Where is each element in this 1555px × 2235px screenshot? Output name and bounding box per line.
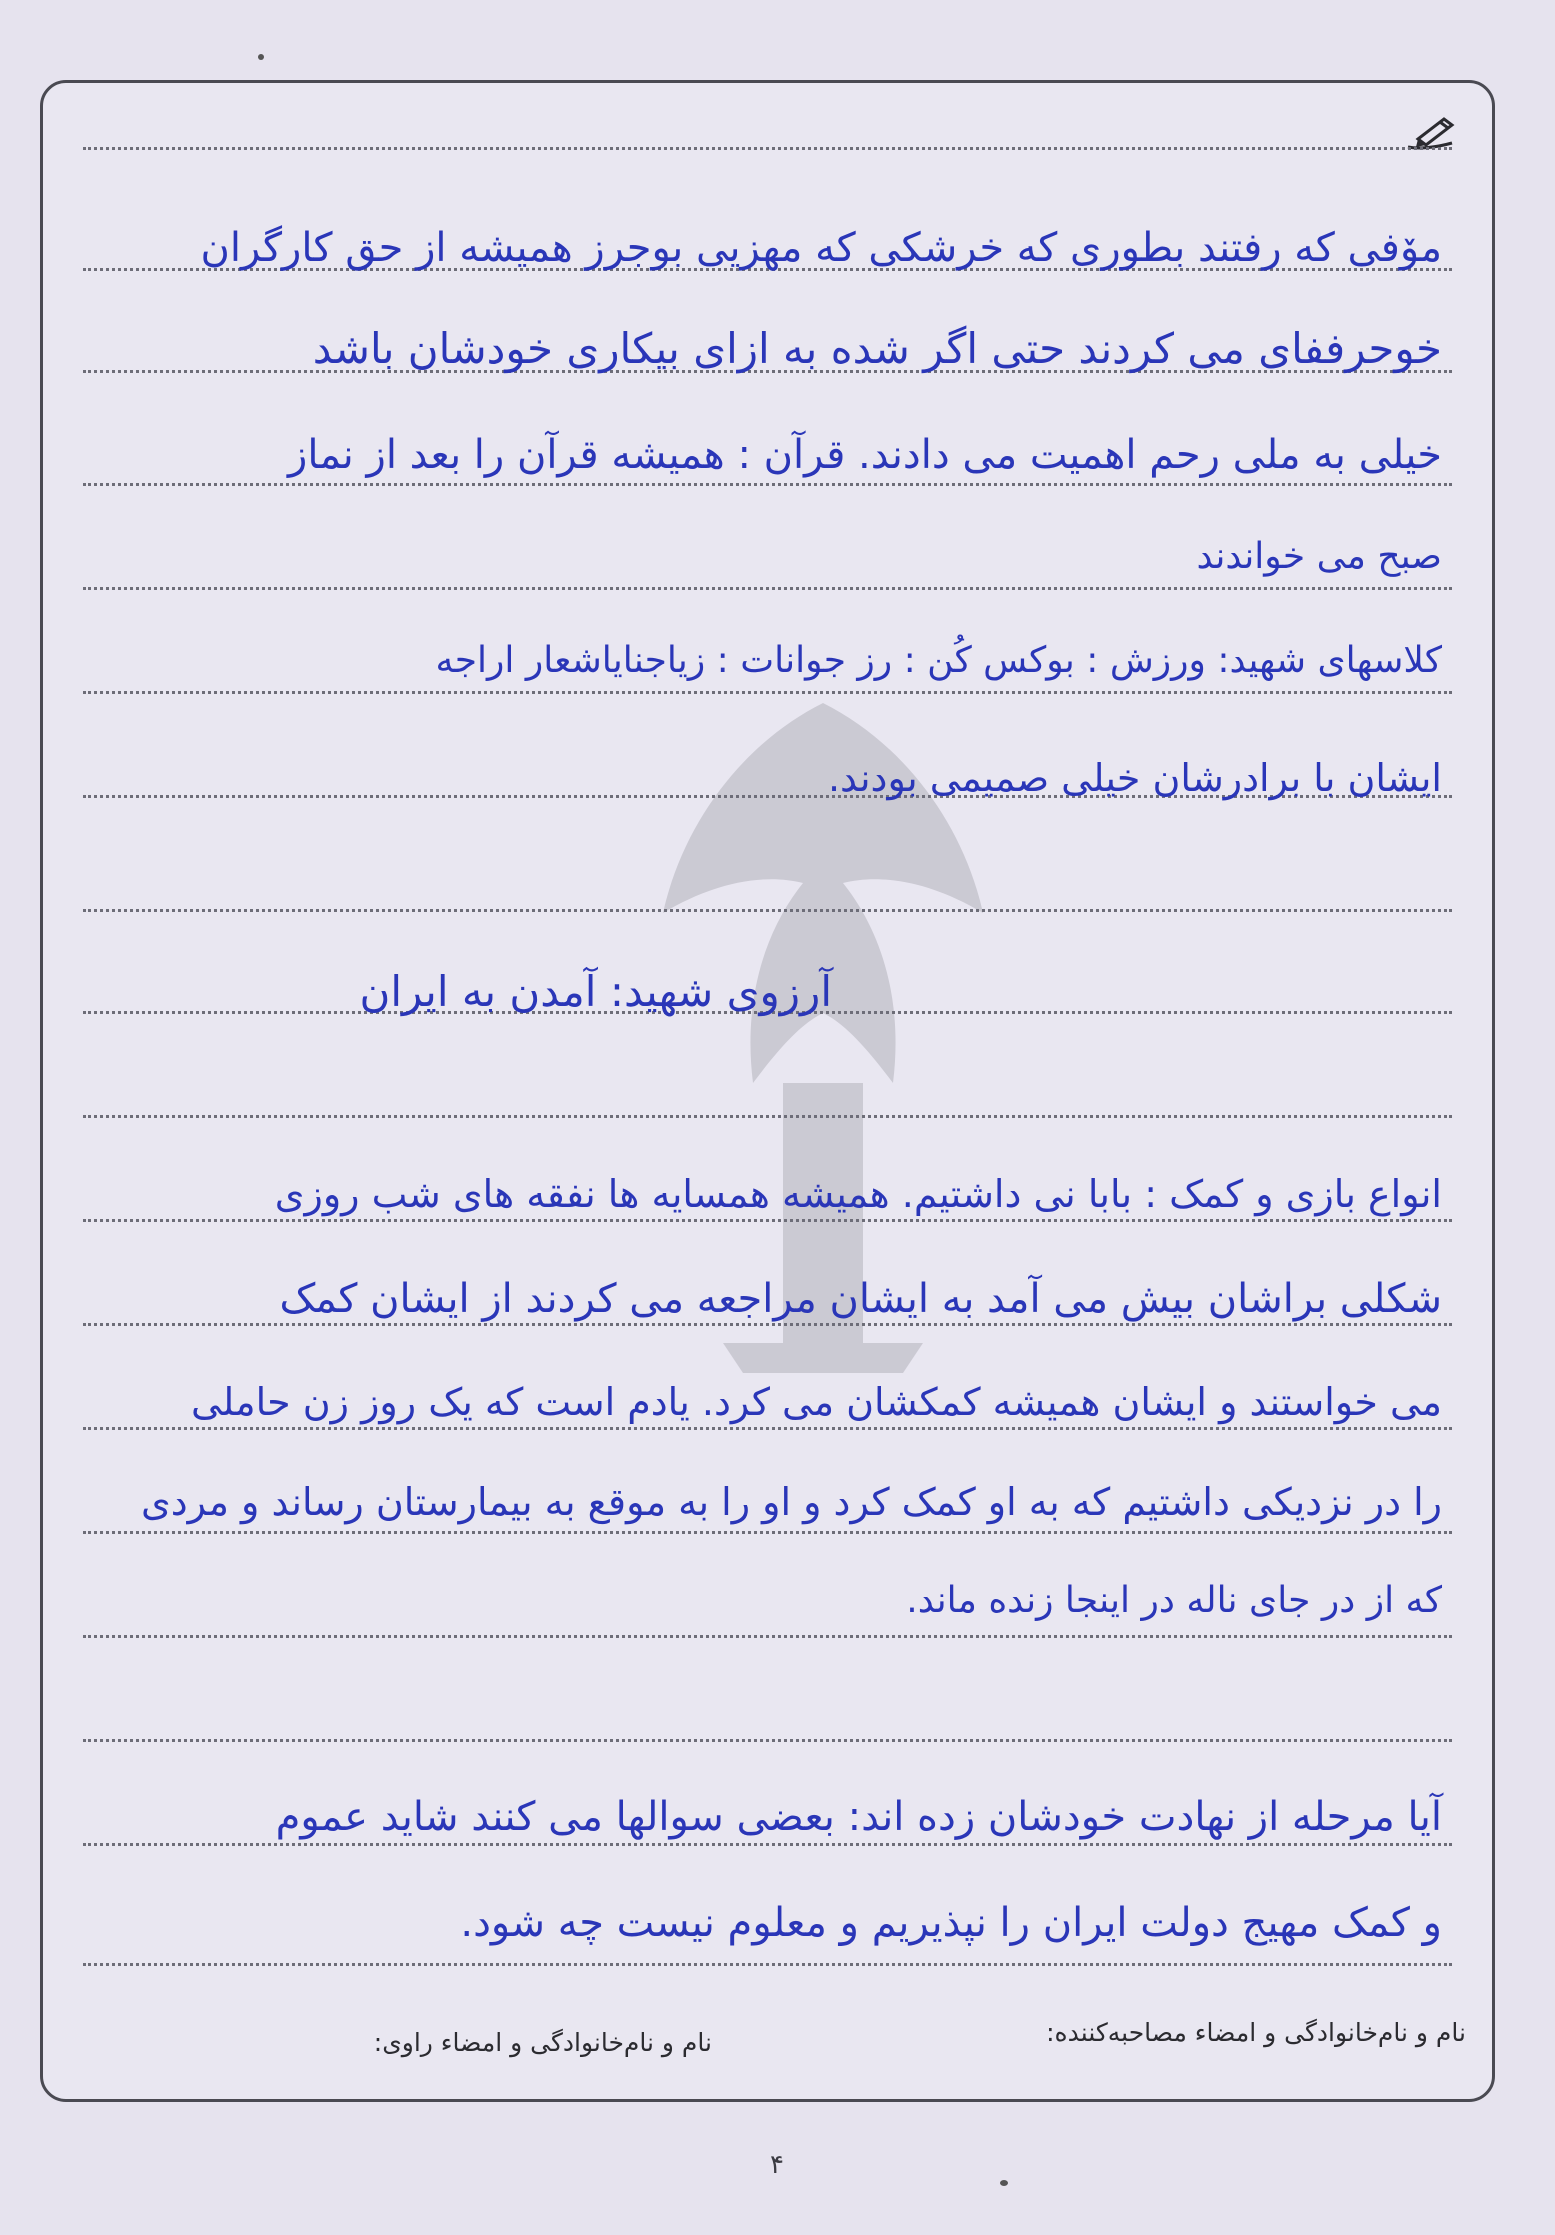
page-number: ۴ [770, 2150, 784, 2180]
handwritten-line: انواع بازی و کمک : بابا نی داشتیم. همیشه همسایه ها نفقه های شب روزی [274, 1172, 1442, 1216]
signature-footer [43, 2018, 1492, 2078]
ruled-line [83, 1115, 1452, 1118]
narrator-signature-label: نام و نام‌خانوادگی و امضاء راوی: [373, 2028, 712, 2057]
ruled-line [83, 691, 1452, 694]
handwritten-line: کلاسهای شهید: ورزش : بوکس کُن : رز جوانات : زیاجنایاشعار اراجه [435, 640, 1442, 681]
handwritten-line: صبح می خواندند [1196, 536, 1442, 577]
handwritten-line: را در نزدیکی داشتیم که به او کمک کرد و او را به موقع به بیمارستان رساند و مردی [140, 1480, 1442, 1524]
ruled-line [83, 1739, 1452, 1742]
ruled-line [83, 483, 1452, 486]
handwritten-line: می خواستند و ایشان همیشه کمکشان می کرد. یادم است که یک روز زن حاملی [190, 1380, 1442, 1424]
ruled-line [83, 1323, 1452, 1326]
handwritten-line: ایشان با برادرشان خیلی صمیمی بودند. [827, 756, 1442, 800]
ruled-line [83, 1219, 1452, 1222]
page-frame [40, 80, 1495, 2102]
ruled-line [83, 1427, 1452, 1430]
interviewer-signature-label: نام و نام‌خانوادگی و امضاء مصاحبه‌کننده: [1046, 2018, 1466, 2047]
handwritten-line: خیلی به ملی رحم اهمیت می دادند. قرآن : همیشه قرآن را بعد از نماز [288, 432, 1442, 478]
handwritten-line: آیا مرحله از نهادت خودشان زده اند: بعضی سوالها می کنند شاید عموم [275, 1794, 1442, 1840]
handwritten-line: که از در جای ناله در اینجا زنده ماند. [906, 1580, 1442, 1621]
ruled-line [83, 1531, 1452, 1534]
ruled-line [83, 1963, 1452, 1966]
ruled-line [83, 147, 1452, 150]
scan-speck [258, 54, 264, 60]
handwritten-line: مۆفی که رفتند بطوری که خرشکی که مهزیی بوجرز همیشه از حق کارگران [200, 225, 1442, 271]
handwritten-line: و کمک مهیج دولت ایران را نپذیریم و معلوم نیست چه شود. [460, 1900, 1442, 1946]
handwritten-line: شکلی براشان بیش می آمد به ایشان مراجعه می کردند از ایشان کمک [279, 1276, 1442, 1322]
handwritten-line: آرزوی شهید: آمدن به ایران [359, 967, 832, 1016]
ruled-line [83, 587, 1452, 590]
handwritten-line: خوحرففای می کردند حتی اگر شده به ازای بیکاری خودشان باشد [312, 324, 1442, 373]
ruled-line [83, 909, 1452, 912]
ruled-line [83, 1635, 1452, 1638]
ruled-line [83, 1843, 1452, 1846]
scan-speck [1000, 2180, 1008, 2186]
